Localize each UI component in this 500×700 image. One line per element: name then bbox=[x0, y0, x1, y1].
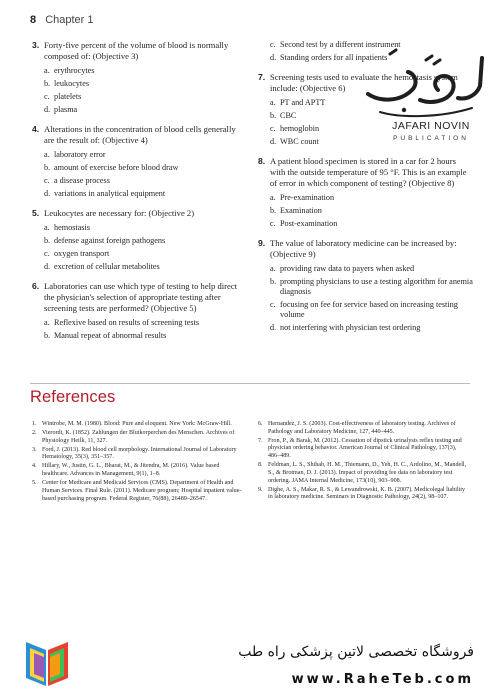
answer-option-text: Standing orders for all inpatients bbox=[280, 53, 388, 62]
answer-option-text: leukocytes bbox=[54, 79, 90, 88]
answer-option-text: CBC bbox=[280, 111, 297, 120]
answer-option-text: not interfering with physician test ordering bbox=[280, 323, 421, 332]
question-options bbox=[32, 318, 247, 341]
reference-number: 8. bbox=[258, 462, 263, 469]
question-options bbox=[258, 193, 473, 229]
answer-option-text: oxygen transport bbox=[54, 249, 110, 258]
answer-option-text: excretion of cellular metabolites bbox=[54, 262, 160, 271]
question-item bbox=[32, 208, 247, 272]
answer-option bbox=[44, 176, 247, 186]
answer-option-text: WBC count bbox=[280, 137, 319, 146]
answer-option-letter: a. bbox=[44, 223, 50, 232]
reference-number: 4. bbox=[32, 463, 37, 470]
reference-entry bbox=[32, 463, 242, 478]
references-left-column bbox=[32, 421, 242, 505]
question-item bbox=[258, 238, 473, 333]
answer-option-letter: a. bbox=[44, 66, 50, 75]
references-right-column bbox=[258, 421, 468, 503]
reference-number: 6. bbox=[258, 421, 263, 427]
question-stem bbox=[32, 124, 247, 146]
answer-option bbox=[44, 262, 247, 272]
question-number: 7. bbox=[258, 72, 266, 82]
answer-option-text: plasma bbox=[54, 105, 78, 114]
answer-option-letter: c. bbox=[270, 219, 276, 228]
question-item bbox=[32, 124, 247, 199]
reference-text: Dighe, A. S., Makar, R. S., & Lewandrowski, K. B. (2007). Medicolegal liability in laboratory medicine. Seminars in Diagnostic Pathology, 24(2), 98–107. bbox=[268, 486, 466, 501]
reference-entry bbox=[258, 421, 468, 436]
store-name: فروشگاه تخصصی لاتین پزشکی راه طب bbox=[238, 644, 474, 660]
reference-entry bbox=[32, 430, 242, 445]
publisher-watermark bbox=[360, 42, 490, 150]
reference-text: Wintrobe, M. M. (1980). Blood: Pure and eloquent. New York: McGraw-Hill. bbox=[42, 421, 232, 427]
answer-option-letter: b. bbox=[270, 277, 277, 286]
answer-option bbox=[270, 323, 473, 333]
reference-number: 9. bbox=[258, 486, 263, 493]
reference-entry bbox=[32, 447, 242, 462]
reference-text: Center for Medicare and Medicaid Services (CMS). Department of Health and Human Services. Final Rule. (2011). Medicare program; Hospital inpatient value-based purchasing program. Federal Register, 76(88), 26489–26547. bbox=[42, 480, 242, 502]
answer-option-text: laboratory error bbox=[54, 150, 106, 159]
question-stem bbox=[258, 238, 473, 260]
question-options bbox=[258, 264, 473, 333]
answer-option bbox=[44, 79, 247, 89]
question-text: Laboratories can use which type of testing to help direct the physician's selection of appropriate testing after screening tests are performed? (Objective 5) bbox=[44, 281, 238, 313]
reference-entry bbox=[258, 487, 468, 502]
references-heading: References bbox=[30, 388, 116, 406]
question-options bbox=[32, 223, 247, 272]
answer-option-letter: c. bbox=[270, 40, 276, 49]
answer-option bbox=[44, 92, 247, 102]
question-number: 6. bbox=[32, 281, 40, 291]
store-footer-banner bbox=[0, 628, 500, 700]
answer-option-letter: c. bbox=[270, 300, 276, 309]
answer-option bbox=[44, 318, 247, 328]
answer-option-text: hemostasis bbox=[54, 223, 90, 232]
answer-option-text: Pre-examination bbox=[280, 193, 335, 202]
books-logo-icon bbox=[22, 636, 72, 692]
answer-option-letter: d. bbox=[44, 105, 51, 114]
answer-option bbox=[44, 331, 247, 341]
question-options bbox=[32, 66, 247, 115]
question-text: Leukocytes are necessary for: (Objective 2) bbox=[44, 208, 195, 218]
question-stem bbox=[258, 156, 473, 189]
page-number: 8 bbox=[30, 14, 37, 26]
answer-option-letter: b. bbox=[270, 206, 277, 215]
question-text: A patient blood specimen is stored in a car for 2 hours with the outside temperature of 95 °F. This is an example of error in which component of testing? (Objective 8) bbox=[270, 156, 467, 188]
answer-option-letter: b. bbox=[44, 79, 51, 88]
answer-option-letter: d. bbox=[270, 137, 277, 146]
answer-option-letter: c. bbox=[44, 92, 50, 101]
reference-text: Vierordt, K. (1852). Zahlungen der Blutkorperchen des Menschen. Archives of Physiology Heilk, 11, 327. bbox=[42, 430, 235, 444]
answer-option-letter: b. bbox=[44, 163, 51, 172]
answer-option bbox=[44, 66, 247, 76]
watermark-brand: JAFARI NOVIN bbox=[372, 120, 490, 132]
answer-option-text: focusing on fee for service based on increasing testing volume bbox=[280, 300, 458, 319]
answer-option-letter: c. bbox=[44, 176, 50, 185]
answer-option bbox=[44, 189, 247, 199]
question-stem bbox=[32, 208, 247, 219]
question-stem bbox=[32, 40, 247, 62]
reference-entry bbox=[258, 438, 468, 461]
answer-option bbox=[270, 193, 473, 203]
answer-option-text: variations in analytical equipment bbox=[54, 189, 166, 198]
answer-option bbox=[270, 277, 473, 297]
answer-option-letter: c. bbox=[270, 124, 276, 133]
answer-option-letter: d. bbox=[44, 189, 51, 198]
answer-option bbox=[270, 206, 473, 216]
chapter-label: Chapter 1 bbox=[45, 14, 94, 26]
answer-option bbox=[44, 236, 247, 246]
answer-option-text: Reflexive based on results of screening tests bbox=[54, 318, 200, 327]
answer-option-text: Examination bbox=[280, 206, 322, 215]
answer-option-text: prompting physicians to use a testing algorithm for anemia diagnosis bbox=[280, 277, 473, 296]
store-url-link[interactable]: www.RaheTeb.com bbox=[291, 672, 474, 687]
answer-option-letter: a. bbox=[44, 318, 50, 327]
questions-left-column bbox=[32, 40, 247, 350]
question-number: 3. bbox=[32, 40, 40, 50]
answer-option-text: a disease process bbox=[54, 176, 110, 185]
reference-text: Ford, J. (2013). Red blood cell morphology. International Journal of Laboratory Hematology, 35(3), 351–357. bbox=[42, 446, 237, 461]
question-item bbox=[32, 40, 247, 115]
answer-option bbox=[270, 219, 473, 229]
answer-option-letter: a. bbox=[270, 193, 276, 202]
question-item bbox=[32, 281, 247, 341]
answer-option bbox=[44, 249, 247, 259]
answer-option-letter: b. bbox=[270, 111, 277, 120]
answer-option-text: Second test by a different instrument bbox=[280, 40, 401, 49]
question-options bbox=[32, 150, 247, 199]
answer-option-text: erythrocytes bbox=[54, 66, 95, 75]
answer-option bbox=[44, 105, 247, 115]
watermark-subtitle: PUBLICATION bbox=[372, 135, 490, 142]
answer-option bbox=[270, 264, 473, 274]
reference-number: 5. bbox=[32, 480, 37, 487]
answer-option bbox=[44, 163, 247, 173]
reference-text: Fron, P., & Barak, M. (2012). Cessation of dipstick urinalysis reflex testing and physician ordering behavior. American Journal of Clinical Pathology, 137(3), 486–489. bbox=[268, 437, 462, 460]
calligraphy-logo-icon bbox=[360, 42, 490, 122]
question-number: 4. bbox=[32, 124, 40, 134]
reference-text: Hernandez, J. S. (2003). Cost-effectiveness of laboratory testing. Archives of Pathology and Laboratory Medicine, 127, 440–445. bbox=[268, 421, 456, 435]
answer-option-text: platelets bbox=[54, 92, 82, 101]
answer-option bbox=[44, 150, 247, 160]
answer-option-text: PT and APTT bbox=[280, 98, 326, 107]
reference-entry bbox=[32, 421, 242, 429]
answer-option-text: hemoglobin bbox=[280, 124, 320, 133]
answer-option-text: Post-examination bbox=[280, 219, 338, 228]
reference-text: Feldman, L. S., Shihab, H. M., Thiemann, D., Yeh, H. C., Ardolino, M., Mandell, S., & Brotman, D. J. (2013). Impact of providing fee data on laboratory test ordering. JAMA Internal Medicine, 173(10), 903–908. bbox=[268, 462, 467, 484]
reference-entry bbox=[32, 480, 242, 503]
answer-option-letter: a. bbox=[270, 98, 276, 107]
answer-option bbox=[270, 300, 473, 320]
reference-text: Hillary, W., Justin, G. L., Bharat, M., & Jitendra, M. (2016). Value based healthcare. Advances in Management, 9(1), 1–8. bbox=[42, 463, 220, 478]
answer-option-letter: b. bbox=[44, 236, 51, 245]
reference-number: 2. bbox=[32, 430, 37, 436]
answer-option-text: defense against foreign pathogens bbox=[54, 236, 166, 245]
answer-option-letter: c. bbox=[44, 249, 50, 258]
question-number: 5. bbox=[32, 208, 40, 218]
reference-number: 7. bbox=[258, 437, 263, 444]
reference-entry bbox=[258, 462, 468, 485]
answer-option-letter: b. bbox=[44, 331, 51, 340]
question-number: 9. bbox=[258, 238, 266, 248]
reference-number: 1. bbox=[32, 421, 37, 427]
reference-number: 3. bbox=[32, 446, 37, 453]
question-stem bbox=[32, 281, 247, 314]
answer-option-text: providing raw data to payers when asked bbox=[280, 264, 415, 273]
question-text: Forty-five percent of the volume of blood is normally composed of: (Objective 3) bbox=[44, 40, 229, 61]
question-number: 8. bbox=[258, 156, 266, 166]
section-divider bbox=[30, 383, 470, 384]
answer-option-letter: d. bbox=[270, 53, 277, 62]
page-header bbox=[30, 14, 94, 26]
answer-option-letter: d. bbox=[44, 262, 51, 271]
answer-option-letter: d. bbox=[270, 323, 277, 332]
question-text: Alterations in the concentration of blood cells generally are the result of: (Objective 4) bbox=[44, 124, 236, 145]
answer-option-letter: a. bbox=[270, 264, 276, 273]
question-text: Screening tests used to evaluate the hemostasis system include: (Objective 6) bbox=[270, 72, 458, 93]
answer-option-letter: a. bbox=[44, 150, 50, 159]
answer-option bbox=[44, 223, 247, 233]
answer-option-text: amount of exercise before blood draw bbox=[54, 163, 179, 172]
question-text: The value of laboratory medicine can be increased by: (Objective 9) bbox=[270, 238, 457, 259]
answer-option-text: Manual repeat of abnormal results bbox=[54, 331, 167, 340]
question-item bbox=[258, 156, 473, 229]
